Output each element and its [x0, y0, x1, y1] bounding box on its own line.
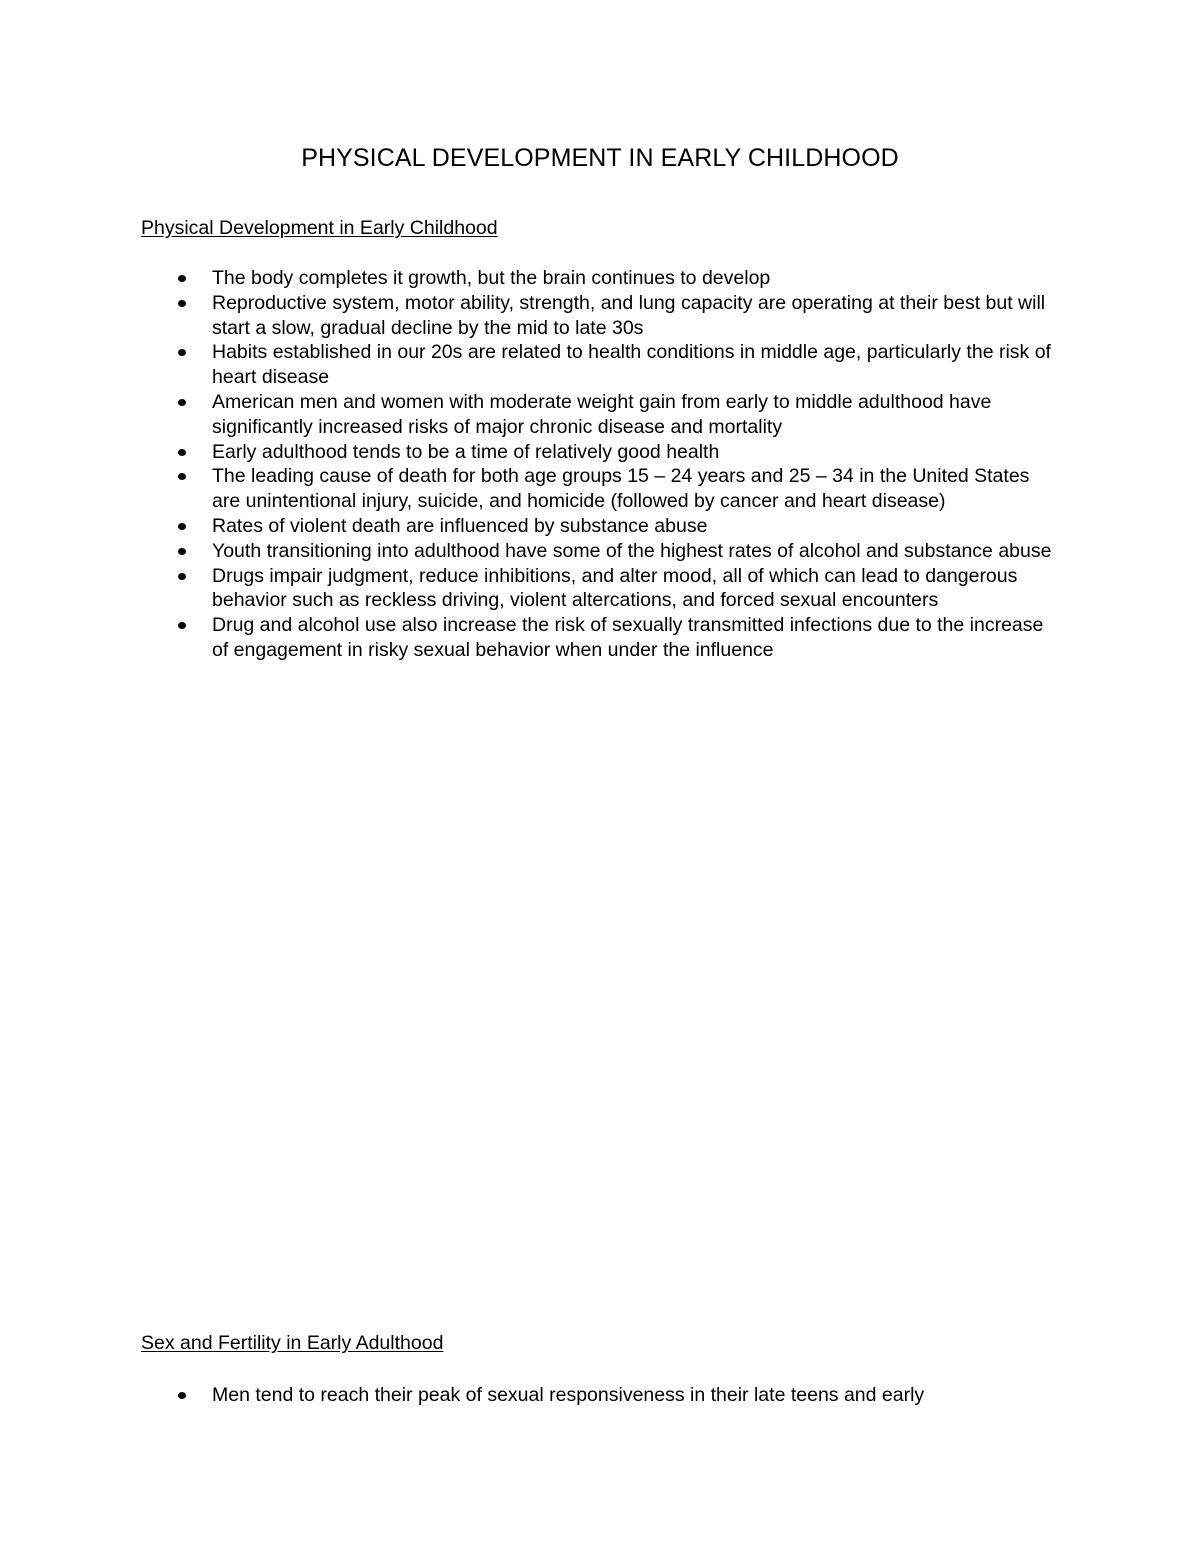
bullet-dot-icon: [178, 473, 186, 480]
bullet-dot-icon: [178, 300, 186, 307]
list-item: [0, 464, 1062, 514]
list-item-text: Early adulthood tends to be a time of relatively good health: [212, 440, 720, 463]
list-item-text: Rates of violent death are influenced by substance abuse: [212, 514, 708, 537]
bullet-dot-icon: [178, 622, 186, 629]
bullet-dot-icon: [178, 1392, 186, 1399]
list-item: [0, 390, 1062, 440]
section-heading-physical-development: Physical Development in Early Childhood: [141, 217, 498, 239]
list-item-text: Men tend to reach their peak of sexual responsiveness in their late teens and early: [212, 1384, 925, 1406]
list-item-text: Drug and alcohol use also increase the risk of sexually transmitted infections due to the increase of engagement in risky sexual behavior when under the influence: [212, 614, 1044, 661]
bullet-dot-icon: [178, 523, 186, 530]
list-item-text: Drugs impair judgment, reduce inhibitions, and alter mood, all of which can lead to dangerous behavior such as reckless driving, violent altercations, and forced sexual encounters: [212, 564, 1018, 612]
list-item-text: The body completes it growth, but the brain continues to develop: [212, 267, 771, 289]
list-item: [0, 340, 1062, 390]
list-item-text: Reproductive system, motor ability, strength, and lung capacity are operating at their best but will start a slow, gradual decline by the mid to late 30s: [212, 291, 1046, 339]
list-item: [0, 266, 1062, 291]
list-item-text: The leading cause of death for both age groups 15 – 24 years and 25 – 34 in the United States are unintentional injury, suicide, and homicide (followed by cancer and heart disease): [212, 465, 1030, 513]
section-heading-sex-and-fertility: Sex and Fertility in Early Adulthood: [141, 1332, 444, 1354]
bullet-dot-icon: [178, 399, 186, 406]
list-item-text: Habits established in our 20s are related to health conditions in middle age, particularly the risk of heart disease: [212, 341, 1051, 389]
list-item-text: American men and women with moderate weight gain from early to middle adulthood have significantly increased risks of major chronic disease and mortality: [212, 390, 992, 438]
list-item: [0, 1383, 1062, 1408]
list-item-text: Youth transitioning into adulthood have some of the highest rates of alcohol and substance abuse: [212, 539, 1052, 562]
list-item: [0, 514, 1062, 539]
list-item: [0, 564, 1062, 614]
bullet-dot-icon: [178, 275, 186, 282]
bullet-dot-icon: [178, 349, 186, 356]
list-item: [0, 613, 1062, 663]
list-item: [0, 440, 1062, 465]
bullet-list-physical-development: [0, 266, 1062, 663]
bullet-list-sex-and-fertility: [0, 1383, 1062, 1408]
bullet-dot-icon: [178, 449, 186, 456]
bullet-dot-icon: [178, 548, 186, 555]
list-item: [0, 291, 1062, 341]
document-title: PHYSICAL DEVELOPMENT IN EARLY CHILDHOOD: [301, 144, 899, 172]
list-item: [0, 539, 1062, 564]
bullet-dot-icon: [178, 573, 186, 580]
